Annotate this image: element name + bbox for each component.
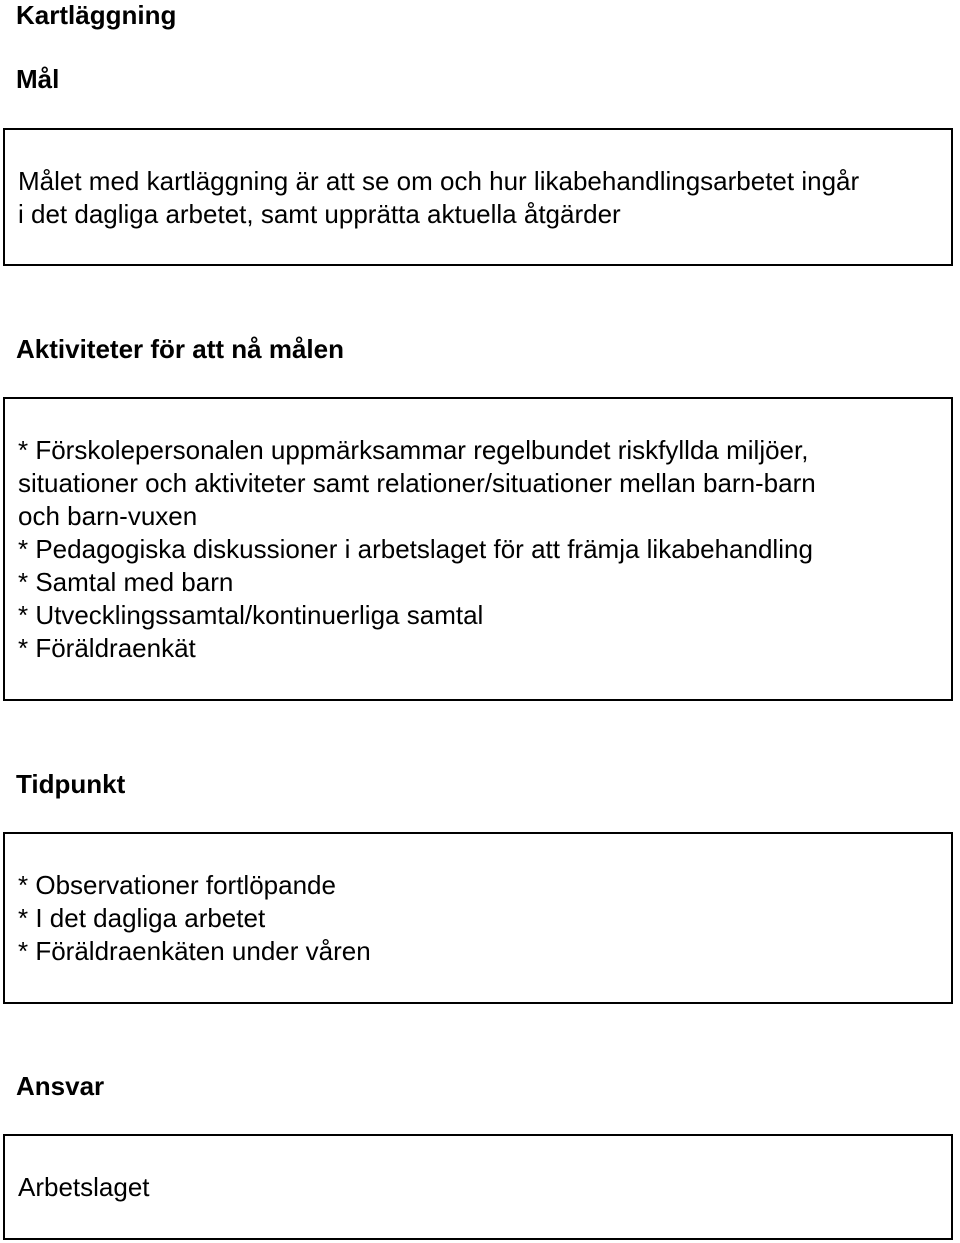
text-line: i det dagliga arbetet, samt upprätta aktuella åtgärder: [18, 199, 621, 229]
text-line: Arbetslaget: [18, 1172, 150, 1202]
text-line: situationer och aktiviteter samt relationer/situationer mellan barn-barn: [18, 468, 816, 498]
text-line: * I det dagliga arbetet: [18, 903, 266, 933]
section-heading-aktiviteter: Aktiviteter för att nå målen: [16, 334, 344, 364]
section-text-tidpunkt: [18, 869, 941, 968]
section-box-tidpunkt: [3, 832, 953, 1004]
section-heading-ansvar: Ansvar: [16, 1071, 105, 1101]
section-text-ansvar: [18, 1171, 941, 1204]
text-line: * Förskolepersonalen uppmärksammar regelbundet riskfyllda miljöer,: [18, 435, 809, 465]
page-title: Kartläggning: [16, 0, 177, 30]
text-line: * Föräldraenkät: [18, 633, 196, 663]
section-heading-tidpunkt: Tidpunkt: [16, 769, 126, 799]
text-line: * Observationer fortlöpande: [18, 870, 336, 900]
section-text-aktiviteter: [18, 434, 941, 665]
text-line: och barn-vuxen: [18, 501, 198, 531]
text-line: * Utvecklingssamtal/kontinuerliga samtal: [18, 600, 484, 630]
section-text-mal: [18, 165, 941, 231]
section-box-aktiviteter: [3, 397, 953, 701]
text-line: * Pedagogiska diskussioner i arbetslaget för att främja likabehandling: [18, 534, 813, 564]
section-box-ansvar: [3, 1134, 953, 1240]
text-line: Målet med kartläggning är att se om och hur likabehandlingsarbetet ingår: [18, 166, 860, 196]
section-heading-mal: Mål: [16, 64, 60, 94]
text-line: * Samtal med barn: [18, 567, 234, 597]
section-box-mal: [3, 128, 953, 266]
text-line: * Föräldraenkäten under våren: [18, 936, 371, 966]
